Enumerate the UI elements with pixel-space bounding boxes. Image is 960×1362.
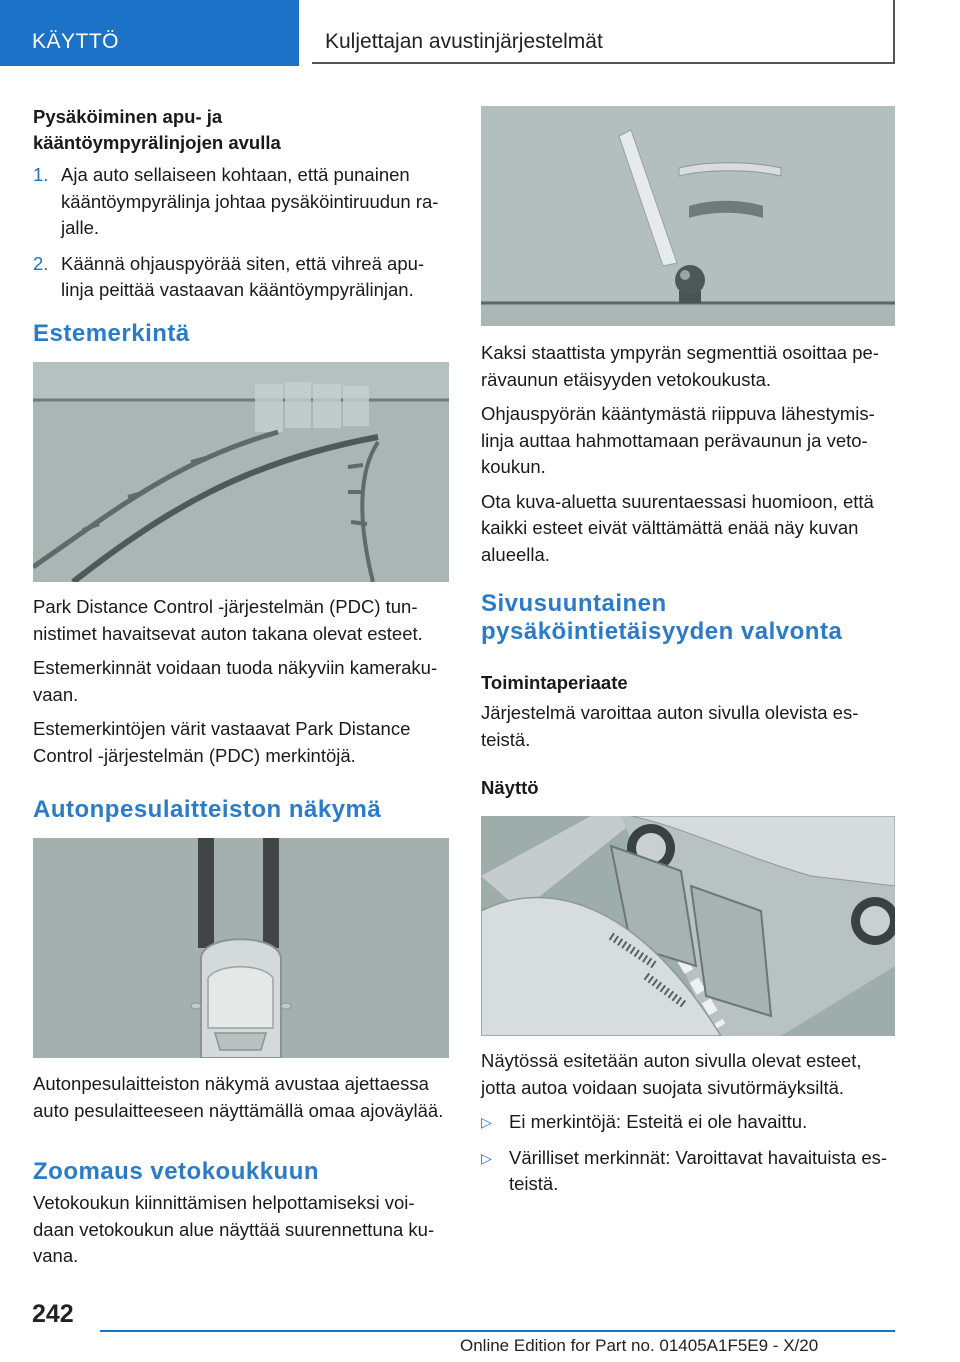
list-item <box>481 1145 897 1198</box>
parking-title-line2: kääntöympyrälinjojen avulla <box>33 132 281 153</box>
chapter-title: Kuljettajan avustinjärjestelmät <box>325 30 603 53</box>
paragraph-line: Vetokoukun kiinnittämisen helpottamiseksi voi- <box>33 1192 415 1213</box>
paragraph-line: Control -järjestelmän (PDC) merkintöjä. <box>33 744 356 766</box>
display-title: Näyttö <box>481 777 539 798</box>
obstacle-text <box>33 594 449 769</box>
paragraph-line: kaikki esteet eivät välttämättä enää näy kuvan <box>481 517 859 538</box>
list-item-text: Ei merkintöjä: Esteitä ei ole havaittu. <box>509 1111 808 1132</box>
hitch-figure <box>481 106 895 326</box>
section-tab <box>0 0 299 66</box>
side-heading-line2: pysäköintietäisyyden valvonta <box>481 618 843 645</box>
carwash-text <box>33 1071 449 1124</box>
step-item <box>33 162 449 242</box>
hitch-text <box>481 340 897 568</box>
side-section <box>481 590 897 801</box>
display-text <box>481 1048 897 1198</box>
paragraph-line: vana. <box>33 1245 79 1266</box>
paragraph-line: Autonpesulaitteiston näkymä avustaa ajettaessa <box>33 1073 429 1094</box>
step-number: 1. <box>33 164 49 185</box>
step-text: jalle. <box>61 217 100 238</box>
zoom-heading: Zoomaus vetokoukkuun <box>33 1158 320 1185</box>
edition-note: Online Edition for Part no. 01405A1F5E9 - X/20 <box>460 1336 819 1355</box>
left-column <box>33 104 449 304</box>
step-item <box>33 251 449 304</box>
obstacle-marking-figure <box>33 362 449 582</box>
step-text: kääntöympyrälinja johtaa pysäköintiruudun ra- <box>61 190 439 212</box>
side-heading-line1: Sivusuuntainen <box>481 590 667 617</box>
carwash-heading: Autonpesulaitteiston näkymä <box>33 796 382 823</box>
obstacle-heading: Estemerkintä <box>33 320 190 347</box>
carwash-figure <box>33 838 449 1058</box>
paragraph-line: teistä. <box>481 728 531 750</box>
paragraph-line: Park Distance Control -järjestelmän (PDC) tun- <box>33 596 418 617</box>
paragraph-line: Näytössä esitetään auton sivulla olevat esteet, <box>481 1050 862 1071</box>
paragraph-line: Kaksi staattista ympyrän segmenttiä osoittaa pe- <box>481 342 879 363</box>
paragraph-line: auto pesulaitteeseen näyttämällä omaa ajoväylää. <box>33 1099 444 1121</box>
principle-title: Toimintaperiaate <box>481 672 628 693</box>
footer-divider <box>100 1330 895 1332</box>
parking-steps <box>33 162 449 304</box>
paragraph-line: nistimet havaitsevat auton takana olevat esteet. <box>33 622 423 644</box>
step-text: Käännä ohjauspyörää siten, että vihreä apu- <box>61 252 425 274</box>
paragraph-line: jotta autoa voidaan suojata sivutörmäyksiltä. <box>481 1076 845 1098</box>
paragraph-line: Estemerkinnät voidaan tuoda näkyviin kameraku- <box>33 657 438 678</box>
obstacle-section <box>33 320 449 348</box>
paragraph-line: Ota kuva-aluetta suurentaessasi huomioon, että <box>481 490 874 512</box>
step-text: Aja auto sellaiseen kohtaan, että punainen <box>61 164 410 185</box>
paragraph-line: vaan. <box>33 683 79 705</box>
paragraph-line: Ohjauspyörän kääntymästä riippuva lähestymis- <box>481 403 875 424</box>
paragraph-line: koukun. <box>481 456 546 477</box>
step-number: 2. <box>33 252 49 274</box>
parking-title-line1: Pysäköiminen apu- ja <box>33 106 223 127</box>
list-item-text: Värilliset merkinnät: Varoittavat havaituista es- <box>509 1146 888 1168</box>
page-number: 242 <box>32 1300 74 1328</box>
zoom-section <box>33 1158 449 1270</box>
triangle-bullet-icon: ▷ <box>481 1149 492 1166</box>
step-text: linja peittää vastaavan kääntöympyrälinjan. <box>61 279 414 300</box>
paragraph-line: Järjestelmä varoittaa auton sivulla olevista es- <box>481 702 859 723</box>
list-item-text: teistä. <box>509 1173 559 1194</box>
side-parking-figure <box>481 816 895 1036</box>
list-item <box>481 1109 897 1136</box>
paragraph-line: rävaunun etäisyyden vetokoukusta. <box>481 368 772 390</box>
paragraph-line: Estemerkintöjen värit vastaavat Park Distance <box>33 718 411 739</box>
paragraph-line: daan vetokoukun alue näyttää suurennettuna ku- <box>33 1218 435 1240</box>
triangle-bullet-icon: ▷ <box>481 1114 492 1130</box>
carwash-section <box>33 796 449 824</box>
paragraph-line: linja auttaa hahmottamaan perävaunun ja veto- <box>481 429 868 451</box>
section-title: KÄYTTÖ <box>32 30 120 53</box>
chapter-header <box>312 0 895 64</box>
status-list <box>481 1109 897 1198</box>
paragraph-line: alueella. <box>481 543 550 565</box>
